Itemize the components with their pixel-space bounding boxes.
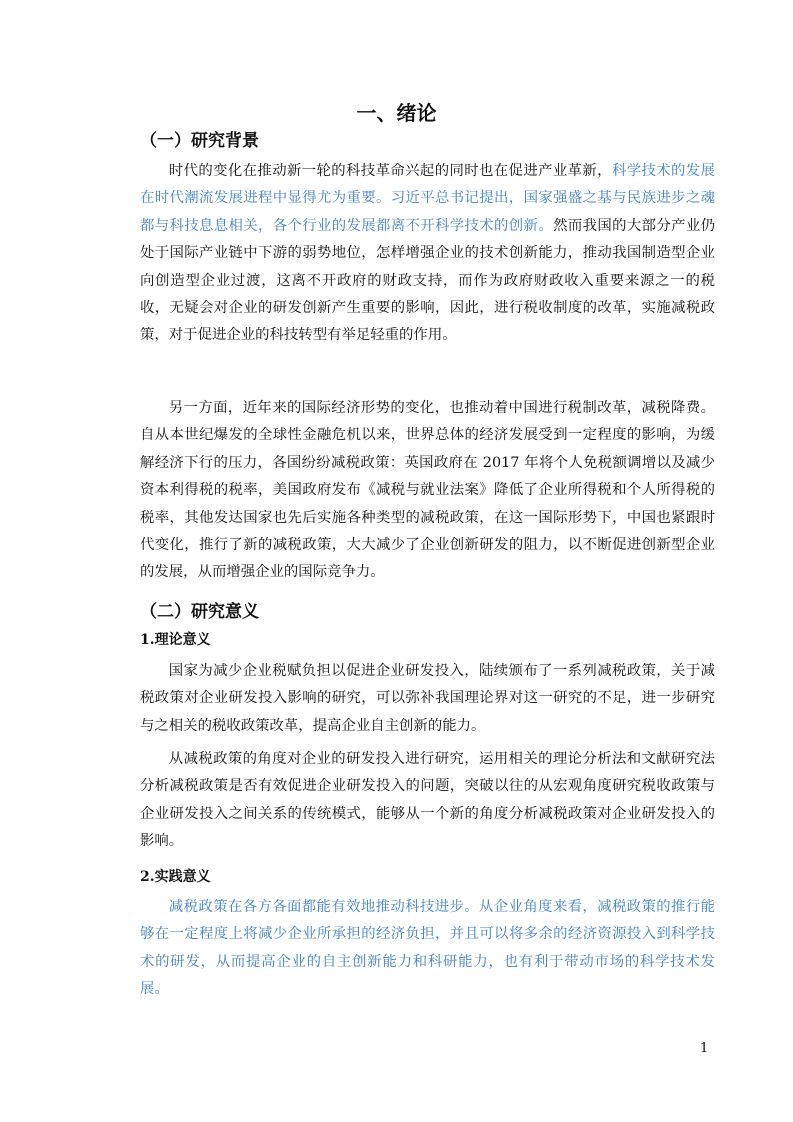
subheading-practice: 2.实践意义 [140, 869, 211, 885]
background-p1-text-c: 然而我国的大部分产业仍处于国际产业链中下游的弱势地位，怎样增强企业的技术创新能力，推动我国制造型企业向创造型企业过渡，这离不开政府的财政支持，而作为政府财政收入重要来源之一的税收，无疑会对企业的研发创新产生重要的影响，因此，进行税收制度的改革，实施减税政策，对于促进企业的科技转型有举足轻重的作用。 [140, 217, 715, 344]
practice-paragraph-1: 减税政策在各方各面都能有效地推动科技进步。从企业角度来看，减税政策的推行能够在一定程度上将减少企业所承担的经济负担，并且可以将多余的经济资源投入到科学技术的研发，从而提高企业的自主创新能力和科研能力，也有利于带动市场的科学技术发展。 [140, 899, 715, 998]
background-paragraph-2: 另一方面，近年来的国际经济形势的变化，也推动着中国进行税制改革，减税降费。自从本世纪爆发的全球性金融危机以来，世界总体的经济发展受到一定程度的影响，为缓解经济下行的压力，各国纷纷减税政策：英国政府在 2017 年将个人免税额调增以及减少资本利得税的税率，美国政府发布《减税与就业法案》降低了企业所得税和个人所得税的税率，其他发达国家也先后实施各种类型的减税政策，在这一国际形势下，中国也紧跟时代变化，推行了新的减税政策，大大减少了企业创新研发的阻力，以不断促进创新型企业的发展，从而增强企业的国际竞争力。 [140, 400, 715, 581]
theory-paragraph-2: 从减税政策的角度对企业的研发投入进行研究，运用相关的理论分析法和文献研究法分析减税政策是否有效促进企业研发投入的问题，突破以往的从宏观角度研究税收政策与企业研发投入之间关系的传统模式，能够从一个新的角度分析减税政策对企业研发投入的影响。 [140, 751, 715, 850]
background-paragraph-1 [140, 158, 715, 350]
chapter-title: 一、绪论 [356, 101, 437, 125]
theory-paragraph-1: 国家为减少企业税赋负担以促进企业研发投入，陆续颁布了一系列减税政策，关于减税政策对企业研发投入影响的研究，可以弥补我国理论界对这一研究的不足，进一步研究与之相关的税收政策改革，提高企业自主创新的能力。 [140, 663, 715, 734]
page-number: 1 [700, 1041, 709, 1056]
section-heading-background: （一）研究背景 [140, 131, 259, 151]
subheading-theory: 1.理论意义 [140, 632, 211, 648]
background-p1-text-a: 时代的变化在推动新一轮的科技革命兴起的同时也在促进产业革新， [168, 163, 612, 179]
background-p1-highlight: 科学技术的发展在时代潮流发展进程中显得尤为重要。习近平总书记提出，国家强盛之基与民族进步之魂都与科技息息相关，各个行业的发展都离不开科学技术的创新。 [140, 163, 715, 234]
section-heading-significance: （二）研究意义 [140, 602, 259, 622]
